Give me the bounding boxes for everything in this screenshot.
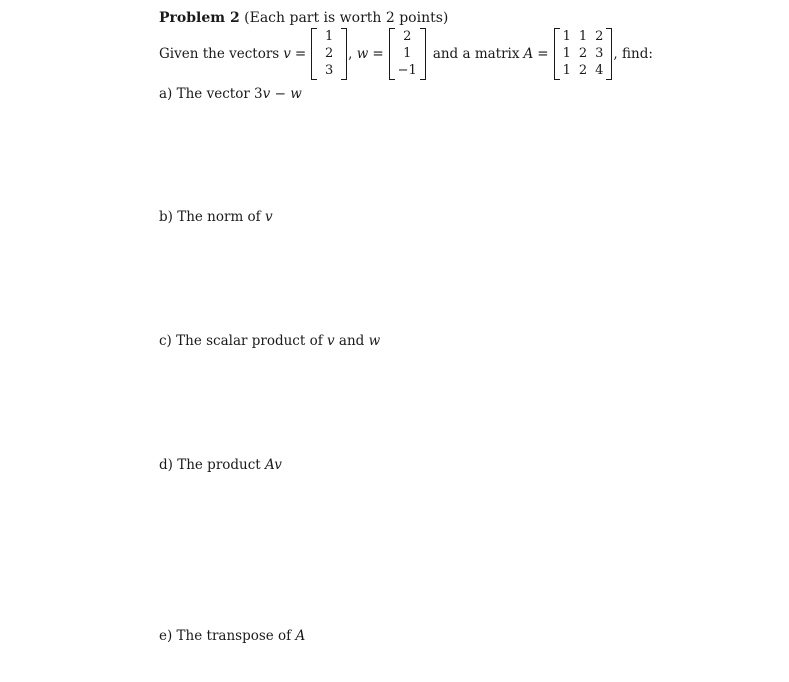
part-math: Av — [265, 457, 282, 473]
part-math: v — [264, 209, 273, 225]
part-math: v — [327, 333, 335, 349]
equals-sign: = — [372, 46, 384, 62]
points-note: (Each part is worth 2 points) — [244, 10, 449, 26]
vector-w-entry: 1 — [403, 45, 412, 61]
equals-sign: = — [294, 46, 307, 62]
matrix-a-entry: 2 — [595, 28, 604, 44]
matrix-a-entries — [560, 28, 607, 80]
part-b — [159, 209, 273, 225]
a-symbol: A — [523, 46, 534, 62]
matrix-a-row — [563, 30, 604, 44]
problem-number: Problem 2 — [159, 10, 240, 26]
part-math: w — [368, 333, 381, 349]
matrix-a-entry: 4 — [595, 63, 604, 79]
matrix-a-entry: 2 — [578, 45, 588, 61]
problem-heading — [159, 10, 448, 26]
part-math: A — [295, 628, 306, 644]
part-label: a) The vector 3 — [159, 86, 263, 102]
matrix-a-entry: 1 — [562, 45, 571, 61]
given-statement — [159, 26, 653, 82]
part-e — [159, 628, 305, 644]
right-bracket — [341, 28, 347, 80]
comma: , — [348, 46, 357, 62]
matrix-a-entry: 1 — [562, 28, 571, 44]
matrix-a-entry: 1 — [578, 28, 588, 44]
vector-v-entry: 3 — [325, 63, 334, 79]
v-symbol: v — [283, 46, 291, 62]
find-text: , find: — [613, 46, 653, 62]
given-intro: Given the vectors — [159, 46, 280, 62]
part-mid: − — [270, 86, 291, 102]
part-label: b) The norm of — [159, 209, 265, 225]
matrix-a-entry: 1 — [562, 63, 571, 79]
matrix-a-entry: 2 — [578, 63, 588, 79]
matrix-text: and a matrix — [432, 46, 520, 62]
vector-w-entry: 2 — [403, 28, 412, 44]
part-math: v — [262, 86, 271, 102]
vector-v-entry: 1 — [325, 28, 334, 44]
vector-v-entry: 2 — [325, 45, 334, 61]
equals-sign: = — [537, 46, 549, 62]
part-label: c) The scalar product of — [159, 333, 327, 349]
w-symbol: w — [356, 46, 369, 62]
part-d — [159, 457, 282, 473]
vector-w-entries — [395, 28, 420, 80]
part-c — [159, 333, 380, 349]
matrix-a-row — [563, 64, 604, 78]
part-math: w — [290, 86, 302, 102]
vector-v-entries — [317, 28, 341, 80]
matrix-a-row — [563, 47, 604, 61]
vector-w — [389, 28, 426, 80]
matrix-a-entry: 3 — [595, 45, 604, 61]
part-label: e) The transpose of — [159, 628, 296, 644]
part-a — [159, 86, 302, 102]
part-label: d) The product — [159, 457, 266, 473]
vector-v — [311, 28, 347, 80]
matrix-a — [554, 28, 613, 80]
right-bracket — [606, 28, 612, 80]
part-mid: and — [334, 333, 369, 349]
right-bracket — [420, 28, 426, 80]
vector-w-entry: −1 — [397, 63, 417, 79]
